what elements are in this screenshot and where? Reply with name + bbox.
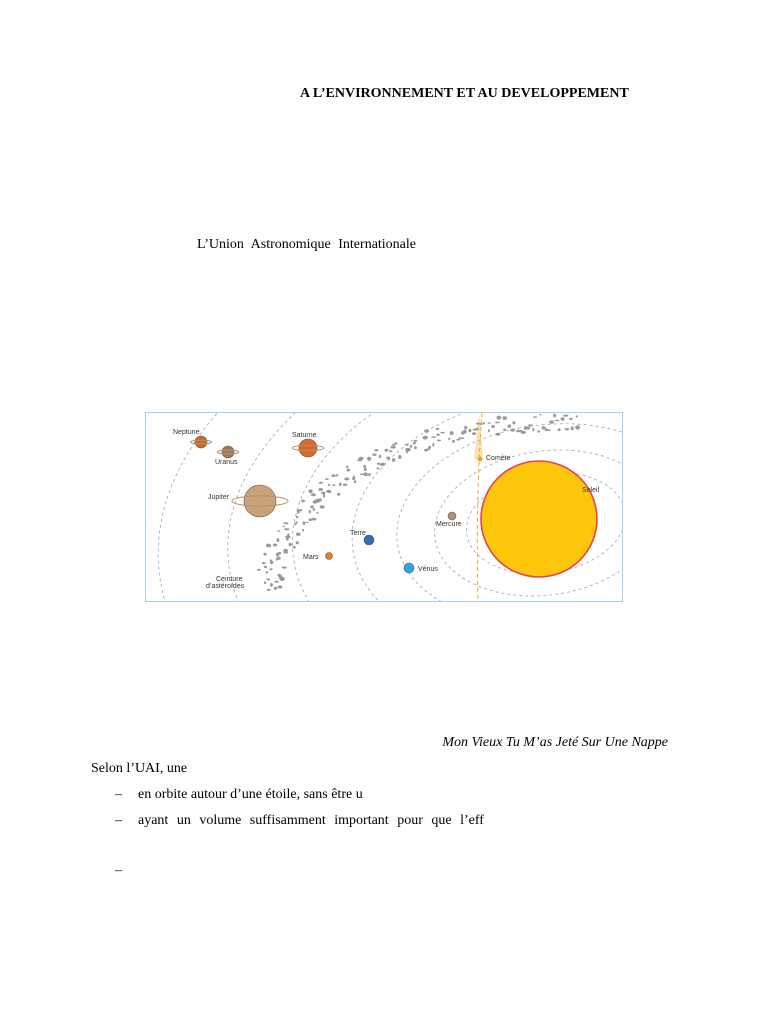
asteroid	[277, 585, 282, 588]
asteroid	[306, 522, 309, 524]
asteroid	[296, 521, 298, 524]
asteroid	[463, 430, 467, 434]
asteroid	[359, 457, 364, 460]
asteroid	[328, 484, 331, 486]
asteroid	[363, 472, 368, 476]
asteroid	[435, 428, 439, 430]
document-subheading: L’Union Astronomique Internationale	[197, 237, 416, 252]
bullet-item	[115, 813, 484, 829]
label-mars: Mars	[303, 554, 319, 561]
asteroid	[414, 446, 417, 449]
asteroid	[555, 420, 560, 422]
asteroid	[318, 488, 323, 491]
asteroid	[316, 512, 318, 514]
label-jupiter: Jupiter	[208, 494, 230, 501]
asteroid	[440, 432, 445, 434]
solar-system-diagram	[145, 412, 623, 602]
asteroid	[257, 569, 261, 571]
asteroid	[296, 516, 298, 519]
asteroid	[263, 553, 266, 556]
asteroid	[569, 418, 572, 421]
asteroid	[491, 425, 495, 428]
asteroid	[354, 480, 357, 483]
asteroid	[385, 449, 389, 452]
asteroid	[274, 581, 278, 583]
mars-planet	[326, 553, 333, 560]
asteroid	[405, 444, 409, 446]
label-uranus: Uranus	[215, 459, 238, 466]
asteroid	[526, 426, 531, 429]
asteroid	[410, 445, 413, 448]
asteroid	[318, 498, 322, 501]
asteroid	[450, 431, 454, 435]
label-neptune: Neptune	[173, 429, 200, 436]
asteroid	[312, 518, 317, 521]
asteroid	[537, 430, 540, 432]
asteroid	[344, 477, 349, 480]
asteroid	[309, 489, 313, 493]
saturn-planet	[292, 439, 324, 457]
asteroid	[558, 428, 561, 431]
label-terre: Terre	[350, 530, 366, 537]
asteroid	[278, 552, 282, 554]
asteroid	[405, 448, 411, 452]
bullet-dash: –	[115, 787, 122, 802]
asteroid	[352, 477, 355, 480]
asteroid	[343, 484, 348, 486]
asteroid	[528, 424, 533, 426]
bullet-item	[115, 863, 138, 879]
asteroid	[414, 440, 418, 442]
asteroid	[512, 421, 515, 424]
asteroid	[296, 541, 299, 544]
asteroid	[309, 510, 311, 514]
asteroid	[464, 426, 467, 430]
asteroid	[448, 438, 450, 440]
asteroid	[496, 433, 501, 436]
asteroid	[553, 414, 556, 418]
asteroid	[264, 581, 266, 584]
asteroid	[346, 466, 348, 469]
asteroid	[265, 571, 268, 573]
asteroid	[386, 457, 390, 460]
asteroid	[428, 446, 431, 449]
asteroid	[367, 473, 371, 475]
asteroid	[398, 455, 401, 459]
asteroid	[282, 526, 285, 528]
asteroid	[394, 442, 397, 444]
asteroid	[298, 509, 302, 511]
document-heading: A L’ENVIRONNEMENT ET AU DEVELOPPEMENT	[300, 86, 629, 101]
asteroid	[326, 490, 331, 493]
asteroid	[372, 454, 377, 456]
asteroid	[284, 528, 289, 530]
label-mercure: Mercure	[436, 521, 462, 528]
asteroid	[437, 440, 441, 442]
asteroid	[276, 538, 279, 542]
neptune-planet	[191, 436, 212, 448]
asteroid	[549, 420, 554, 423]
label-comete: Comète	[486, 455, 511, 462]
asteroid	[266, 544, 271, 548]
asteroid	[576, 415, 578, 417]
asteroid	[374, 449, 378, 451]
asteroid	[392, 458, 395, 462]
mercury-planet	[448, 512, 456, 520]
asteroid	[289, 543, 292, 546]
asteroid	[547, 429, 551, 431]
asteroid	[483, 422, 485, 425]
asteroid	[432, 443, 434, 447]
asteroid	[264, 566, 267, 569]
asteroid	[319, 482, 323, 484]
planet-mnemonic: Mon Vieux Tu M’as Jeté Sur Une Nappe	[442, 735, 668, 750]
asteroid	[321, 492, 325, 495]
asteroid	[313, 508, 315, 511]
asteroid	[533, 416, 537, 418]
asteroid	[532, 428, 534, 432]
asteroid	[424, 429, 429, 433]
bullet-text: ayant un volume suffisamment important pour que l’eff	[138, 813, 484, 828]
asteroid	[436, 434, 439, 436]
asteroid	[283, 549, 288, 553]
asteroid	[503, 416, 507, 420]
venus-planet	[404, 563, 414, 573]
asteroid	[521, 431, 527, 434]
asteroid	[367, 457, 371, 461]
asteroid	[320, 505, 325, 508]
asteroid	[503, 429, 506, 432]
asteroid	[325, 478, 329, 480]
bullet-dash: –	[115, 863, 122, 878]
asteroid	[461, 437, 464, 439]
asteroid	[390, 446, 395, 449]
asteroid	[561, 417, 565, 421]
asteroid	[495, 422, 500, 424]
asteroid	[266, 579, 270, 581]
bullet-text: en orbite autour d’une étoile, sans être u	[138, 787, 363, 802]
asteroid	[497, 416, 502, 420]
asteroid	[377, 463, 380, 465]
asteroid	[468, 429, 471, 433]
asteroid	[423, 436, 428, 440]
bullet-dash: –	[115, 813, 122, 828]
asteroid	[301, 500, 305, 503]
asteroid	[267, 589, 271, 591]
asteroid	[311, 493, 316, 496]
asteroid	[332, 484, 335, 486]
asteroid	[331, 474, 335, 477]
uranus-planet	[218, 446, 239, 458]
asteroid	[472, 432, 476, 435]
asteroid	[353, 475, 355, 477]
asteroid	[510, 429, 515, 432]
asteroid	[277, 530, 280, 532]
asteroid	[277, 574, 281, 577]
label-venus: Vénus	[418, 566, 438, 573]
asteroid	[302, 529, 304, 532]
asteroid	[540, 414, 542, 416]
asteroid	[545, 428, 548, 431]
definition-intro: Selon l’UAI, une	[91, 761, 188, 776]
asteroid	[336, 474, 339, 476]
asteroid	[363, 465, 366, 468]
asteroid	[270, 559, 272, 561]
asteroid	[413, 441, 416, 444]
asteroid	[287, 533, 289, 537]
label-ceinture: Ceinture	[216, 576, 243, 583]
bullet-item	[115, 787, 363, 803]
asteroid	[389, 450, 392, 452]
asteroid	[337, 493, 340, 496]
asteroid	[565, 428, 569, 430]
asteroid	[270, 583, 273, 587]
asteroid	[262, 562, 266, 564]
asteroid	[508, 424, 511, 428]
asteroid	[339, 483, 342, 486]
asteroid	[364, 468, 367, 472]
asteroid	[360, 473, 363, 475]
label-saturne: Saturne	[292, 432, 317, 439]
asteroid	[347, 469, 351, 472]
asteroid	[269, 568, 272, 570]
asteroid	[563, 415, 568, 417]
label-asteroides: d’astéroïdes	[206, 583, 245, 590]
asteroid	[379, 455, 381, 458]
asteroid	[575, 425, 580, 429]
asteroid	[273, 544, 277, 547]
asteroid	[284, 522, 289, 524]
asteroid	[376, 467, 379, 469]
asteroid	[296, 533, 301, 536]
asteroid	[459, 437, 462, 439]
asteroid	[488, 429, 490, 432]
asteroid	[310, 505, 313, 508]
asteroid	[488, 422, 491, 424]
asteroid	[431, 436, 436, 438]
asteroid	[293, 546, 296, 549]
label-soleil: Soleil	[582, 487, 600, 494]
asteroid	[303, 521, 306, 525]
asteroid	[282, 566, 287, 568]
sun	[481, 461, 597, 577]
asteroid	[571, 426, 574, 430]
asteroid	[274, 587, 278, 590]
asteroid	[380, 463, 385, 466]
asteroid	[452, 440, 455, 443]
asteroid	[276, 557, 280, 560]
jupiter-planet	[232, 485, 288, 517]
